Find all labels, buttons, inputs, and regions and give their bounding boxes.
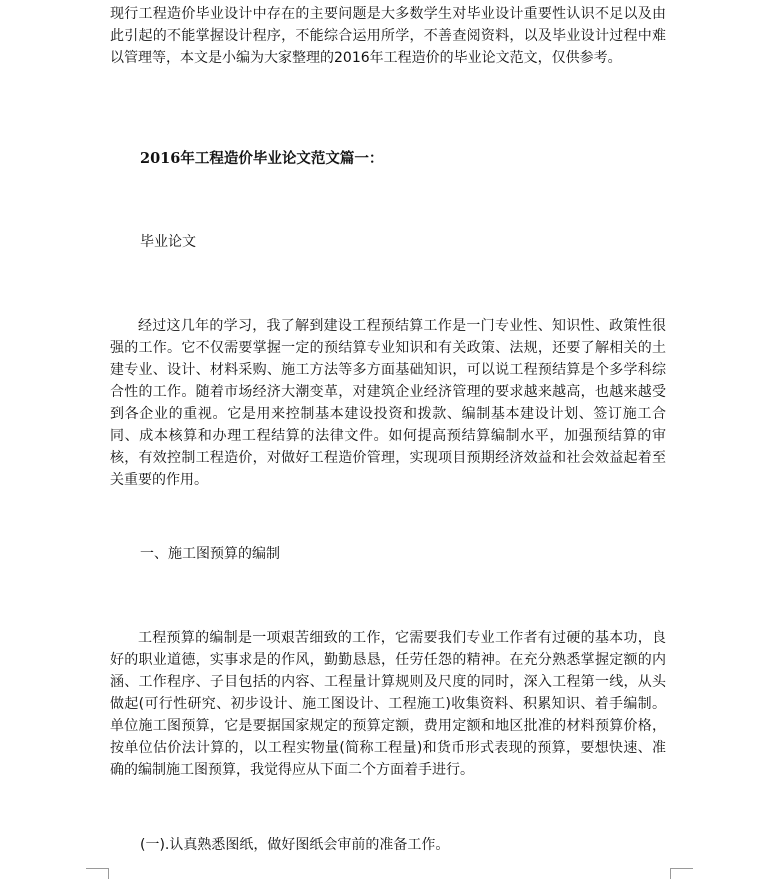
body-paragraph-1: 经过这几年的学习，我了解到建设工程预结算工作是一门专业性、知识性、政策性很强的工作。它不仅需要掌握一定的预结算专业知识和有关政策、法规，还要了解相关的土建专业、设计、材料采购、施工方法等多方面基础知识，可以说工程预结算是个多学科综合性的工作。随着市场经济大潮变革，对建筑企业经济管理的要求越来越高，也越来越受到各企业的重视。它是用来控制基本建设投资和拨款、编制基本建设计划、签订施工合同、成本核算和办理工程结算的法律文件。如何提高预结算编制水平，加强预结算的审核，有效控制工程造价，对做好工程造价管理，实现项目预期经济效益和社会效益起着至关重要的作用。 — [110, 318, 666, 488]
subsection-heading-1: (一).认真熟悉图纸，做好图纸会审前的准备工作。 — [140, 837, 450, 853]
body-paragraph-2: 工程预算的编制是一项艰苦细致的工作，它需要我们专业工作者有过硬的基本功，良好的职业道德，实事求是的作风，勤勤恳恳，任劳任怨的精神。在充分熟悉掌握定额的内涵、工作程序、子目包括的内容、工程量计算规则及尺度的同时，深入工程第一线，从头做起(可行性研究、初步设计、施工图设计、工程施工)收集资料、积累知识、着手编制。 单位施工图预算，它是要据国家规定的预算定额，费用定额和地区批准的材料预算价格，按单位估价法计算的，以工程实物量(简称工程量)和货币形式表现的预算，要想快速、准确的编制施工图预算，我觉得应从下面二个方面着手进行。 — [110, 630, 666, 778]
page-corner-mark-right — [670, 868, 693, 879]
section-heading-1: 一、施工图预算的编制 — [140, 546, 280, 562]
intro-paragraph: 现行工程造价毕业设计中存在的主要问题是大多数学生对毕业设计重要性认识不足以及由此引起的不能掌握设计程序，不能综合运用所学，不善查阅资料，以及毕业设计过程中难以管理等，本文是小编为大家整理的2016年工程造价的毕业论文范文，仅供参考。 — [110, 6, 666, 66]
page-corner-mark-left — [86, 868, 109, 879]
thesis-label: 毕业论文 — [140, 234, 196, 250]
article-title: 2016年工程造价毕业论文范文篇一： — [140, 150, 384, 167]
